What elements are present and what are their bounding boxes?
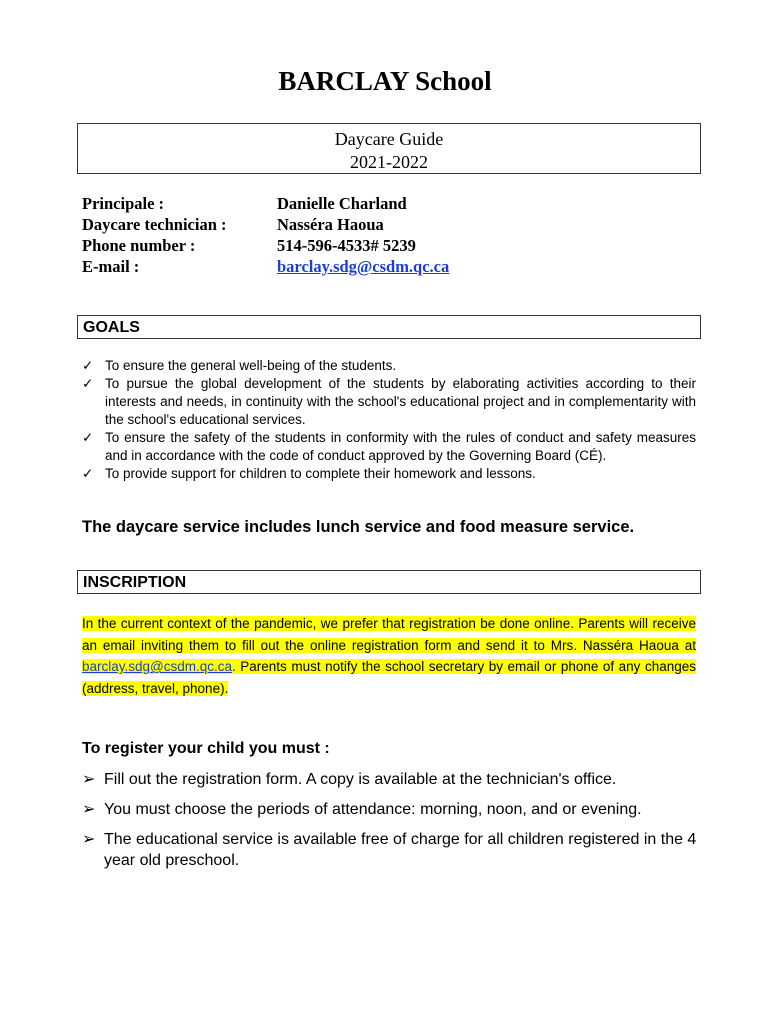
inscription-text-after: . Parents must notify the school secretary by email or phone of any changes (address, travel, phone). xyxy=(82,659,696,696)
register-step: ➢ You must choose the periods of attendance: morning, noon, and or evening. xyxy=(82,801,642,818)
principal-value: Danielle Charland xyxy=(277,194,407,213)
register-steps xyxy=(82,769,700,880)
guide-title: Daycare Guide xyxy=(334,129,444,149)
guide-year: 2021-2022 xyxy=(350,152,428,172)
inscription-paragraph xyxy=(82,613,696,699)
register-title: To register your child you must : xyxy=(82,740,330,757)
goal-item: ✓ To pursue the global development of the students by elaborating activities according to their interests and needs, in continuity with the school's educational project and in complementarity with the school's educational services. xyxy=(82,376,696,427)
arrow-bullet-icon: ➢ xyxy=(82,771,96,788)
contact-row-principal xyxy=(82,193,682,214)
guide-box xyxy=(77,123,701,174)
inscription-text-before: In the current context of the pandemic, we prefer that registration be done online. Parents will receive an email inviting them to fill out the online registration form and send it to Mrs. Nasséra Haoua at xyxy=(82,616,696,653)
inscription-heading: INSCRIPTION xyxy=(77,570,701,594)
email-link[interactable]: barclay.sdg@csdm.qc.ca xyxy=(277,257,450,276)
technician-label: Daycare technician : xyxy=(82,215,227,234)
contact-row-technician xyxy=(82,214,682,235)
check-icon: ✓ xyxy=(82,376,94,391)
contact-list xyxy=(82,193,682,277)
check-icon: ✓ xyxy=(82,466,94,481)
arrow-bullet-icon: ➢ xyxy=(82,801,96,818)
contact-row-email xyxy=(82,256,682,277)
email-label: E-mail : xyxy=(82,257,140,276)
goals-list xyxy=(82,357,696,483)
check-icon: ✓ xyxy=(82,430,94,445)
phone-value: 514-596-4533# 5239 xyxy=(277,236,416,255)
inscription-email-link[interactable]: barclay.sdg@csdm.qc.ca xyxy=(82,659,233,674)
goal-item: ✓ To provide support for children to complete their homework and lessons. xyxy=(82,466,536,481)
technician-value: Nasséra Haoua xyxy=(277,215,384,234)
check-icon: ✓ xyxy=(82,358,94,373)
register-step: ➢ The educational service is available free of charge for all children registered in the 4 year old preschool. xyxy=(82,831,697,869)
register-step: ➢ Fill out the registration form. A copy is available at the technician's office. xyxy=(82,771,617,788)
contact-row-phone xyxy=(82,235,682,256)
goals-heading: GOALS xyxy=(77,315,701,339)
document-title: BARCLAY School xyxy=(278,66,492,96)
goal-item: ✓ To ensure the general well-being of the students. xyxy=(82,358,397,373)
arrow-bullet-icon: ➢ xyxy=(82,831,96,848)
principal-label: Principale : xyxy=(82,194,165,213)
service-statement: The daycare service includes lunch service and food measure service. xyxy=(82,518,635,536)
phone-label: Phone number : xyxy=(82,236,196,255)
goal-item: ✓ To ensure the safety of the students in conformity with the rules of conduct and safety measures and in accordance with the code of conduct approved by the Governing Board (CÉ). xyxy=(82,430,696,463)
